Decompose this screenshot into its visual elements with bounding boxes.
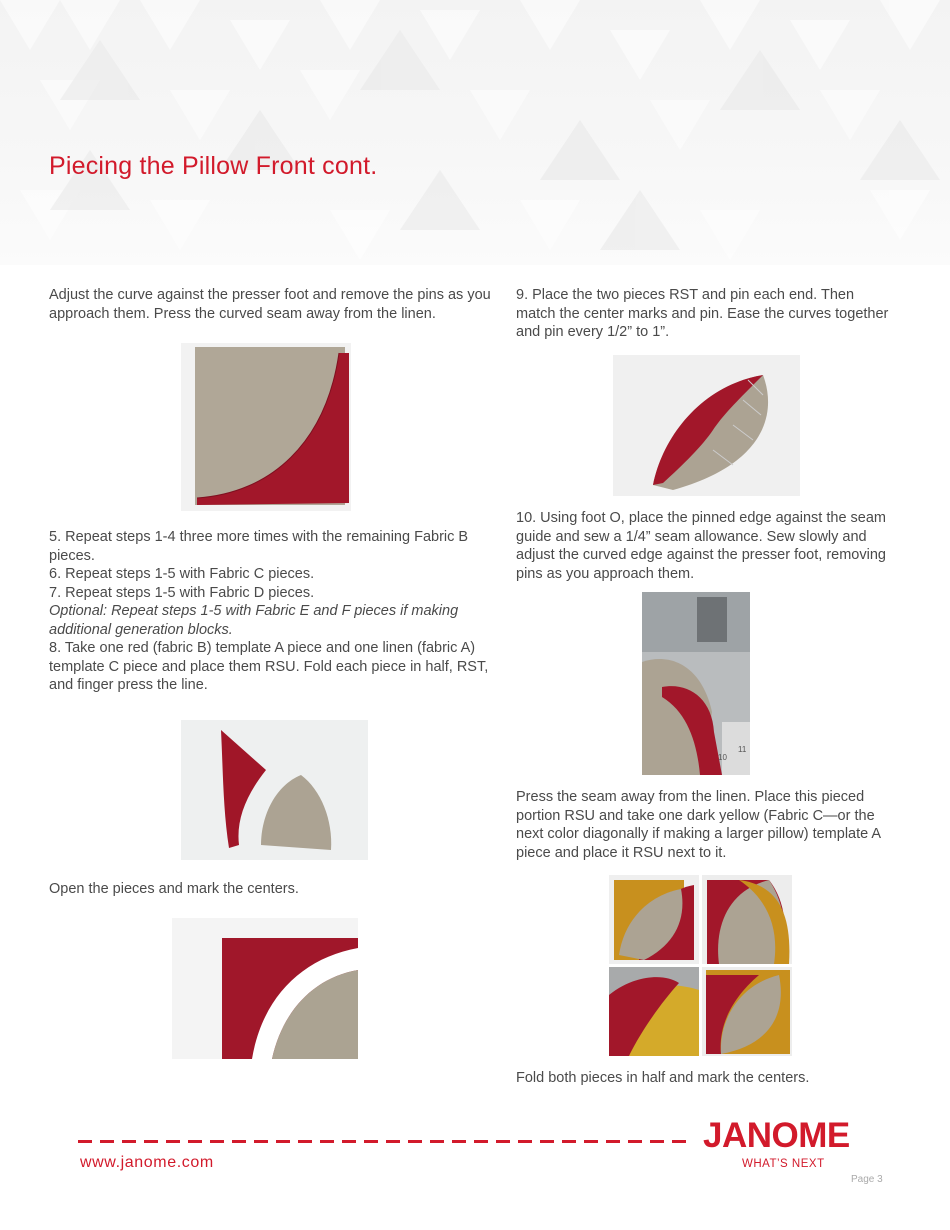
janome-logo: JANOME bbox=[703, 1116, 850, 1155]
fold-both-paragraph: Fold both pieces in half and mark the centers. bbox=[516, 1070, 810, 1086]
step-6: 6. Repeat steps 1-5 with Fabric C pieces. bbox=[49, 566, 315, 582]
step10-text bbox=[516, 509, 896, 583]
press-seam-text bbox=[516, 788, 906, 862]
footer-url-link[interactable]: www.janome.com bbox=[80, 1154, 214, 1171]
open-pieces-paragraph: Open the pieces and mark the centers. bbox=[49, 881, 299, 897]
photo-linen-red-curve bbox=[181, 343, 351, 511]
step9-text bbox=[516, 286, 896, 342]
photo-template-pieces bbox=[181, 720, 368, 860]
fold-both-text bbox=[516, 1069, 896, 1088]
step-9: 9. Place the two pieces RST and pin each end. Then match the center marks and pin. Ease the curves together and pin every 1/2” to 1”. bbox=[516, 287, 889, 340]
open-pieces-text bbox=[49, 880, 499, 899]
page-number: Page 3 bbox=[851, 1174, 883, 1185]
step-10: 10. Using foot O, place the pinned edge against the seam guide and sew a 1/4” seam allowance. Sew slowly and adjust the curved edge against the presser foot, removing pins as you approach them. bbox=[516, 510, 886, 582]
step-5: 5. Repeat steps 1-4 three more times with the remaining Fabric B pieces. bbox=[49, 529, 469, 564]
press-seam-paragraph: Press the seam away from the linen. Place this pieced portion RSU and take one dark yellow (Fabric C—or the next color diagonally if making a larger pillow) template A piece and place it RSU next to it. bbox=[516, 789, 881, 861]
step-8: 8. Take one red (fabric B) template A piece and one linen (fabric A) template C piece and place them RSU. Fold each piece in half, RST, and finger press the line. bbox=[49, 640, 489, 693]
footer-dashed-rule bbox=[78, 1140, 693, 1143]
header-banner bbox=[0, 0, 950, 265]
photo-sewing-machine bbox=[642, 592, 750, 775]
triangle-pattern bbox=[0, 0, 950, 265]
svg-text:10: 10 bbox=[718, 753, 727, 762]
intro-text bbox=[49, 286, 499, 323]
optional-note: Optional: Repeat steps 1-5 with Fabric E and F pieces if making additional generation blocks. bbox=[49, 603, 459, 638]
svg-text:11: 11 bbox=[738, 745, 747, 754]
brand-tagline: WHAT’S NEXT bbox=[742, 1158, 825, 1170]
steps-text bbox=[49, 528, 499, 695]
intro-paragraph: Adjust the curve against the presser foot and remove the pins as you approach them. Press the curved seam away from the linen. bbox=[49, 287, 491, 322]
photo-marked-centers bbox=[172, 918, 358, 1059]
step-7: 7. Repeat steps 1-5 with Fabric D pieces. bbox=[49, 584, 315, 601]
page-title: Piecing the Pillow Front cont. bbox=[49, 152, 378, 180]
photo-pinned-pieces bbox=[613, 355, 800, 496]
photo-collage-yellow bbox=[609, 875, 792, 1056]
